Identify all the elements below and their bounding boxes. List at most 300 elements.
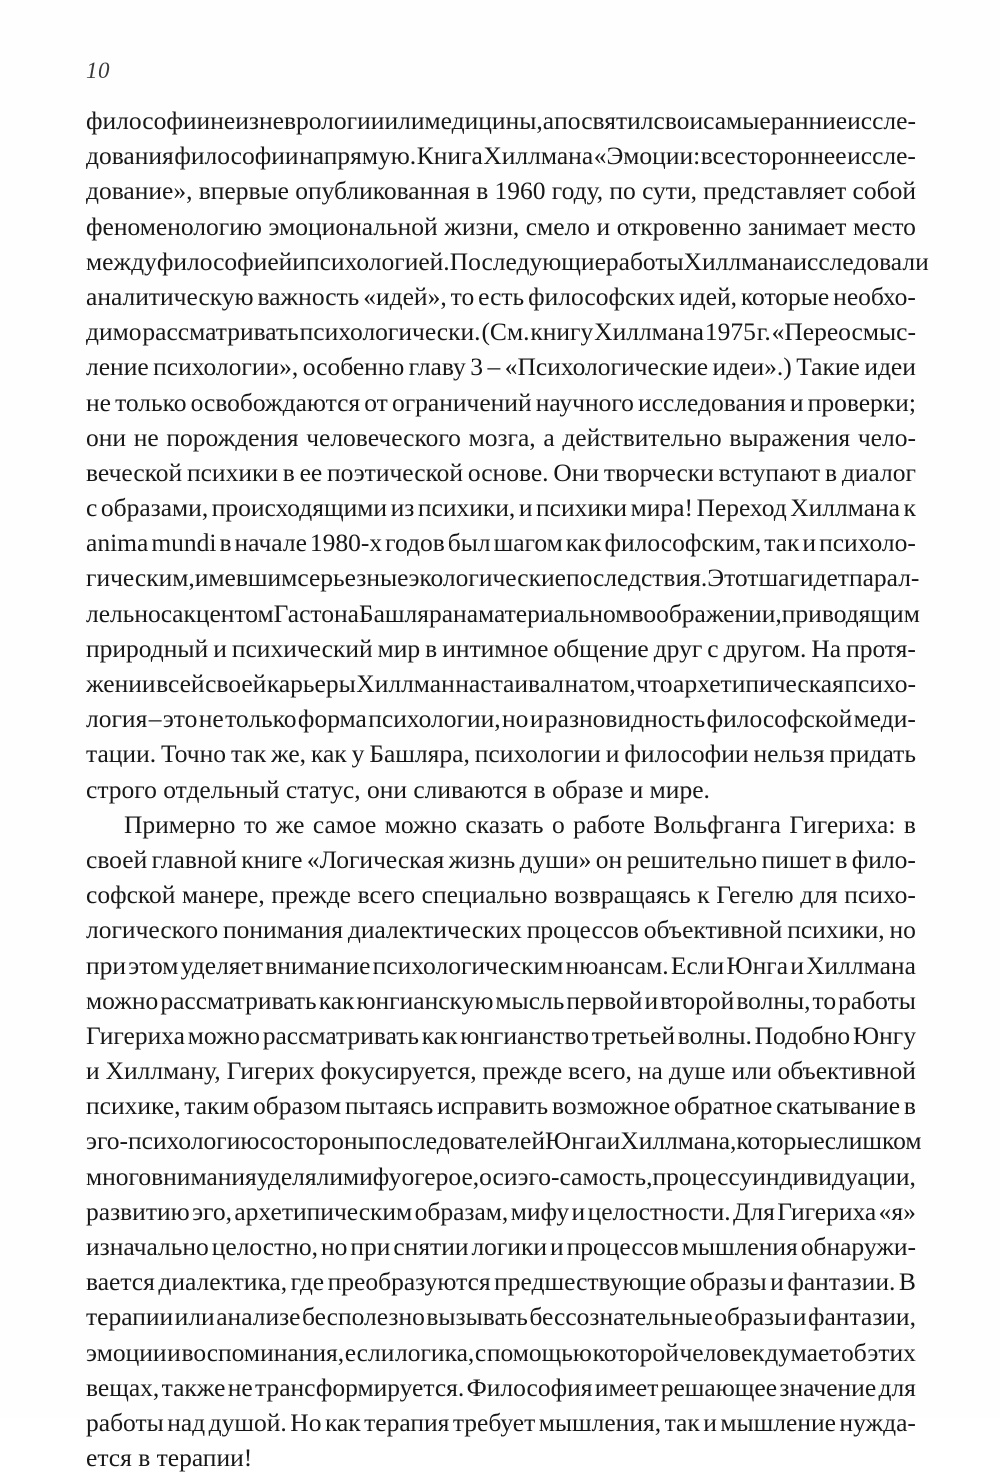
word: где xyxy=(290,1267,325,1297)
word: мышления, xyxy=(538,1407,662,1437)
word: только xyxy=(115,387,187,417)
word: процессов xyxy=(526,915,639,945)
word: же xyxy=(275,809,305,839)
word: На xyxy=(811,633,842,663)
word: Гигериха xyxy=(777,1196,877,1226)
word: и xyxy=(606,1126,621,1156)
word: ление xyxy=(86,352,149,382)
word: с xyxy=(707,633,719,663)
word: идеи xyxy=(864,352,916,382)
word: димо xyxy=(86,317,142,347)
word: своей xyxy=(86,844,148,874)
word: психологии, xyxy=(368,704,501,734)
word: напрямую. xyxy=(299,141,417,171)
word: дования xyxy=(86,141,174,171)
word: так xyxy=(230,739,267,769)
word: психологией. xyxy=(305,246,450,276)
word: mundi xyxy=(151,528,217,558)
word: действительно xyxy=(562,422,722,452)
word: на xyxy=(453,598,479,628)
word: рассматривать xyxy=(142,317,299,347)
word: философией xyxy=(156,246,293,276)
word: юнгианство xyxy=(460,1020,590,1050)
word: как xyxy=(324,1407,361,1437)
text-line xyxy=(86,560,920,595)
word: что xyxy=(636,669,673,698)
word: для xyxy=(878,1372,916,1402)
word: стороны xyxy=(283,1126,375,1156)
word: Такие xyxy=(796,352,860,382)
word: преобразуются xyxy=(327,1267,491,1297)
word: мышление xyxy=(720,1407,836,1437)
word: откровенно xyxy=(616,211,742,241)
word: лельно xyxy=(86,598,161,628)
word: в xyxy=(903,1091,916,1121)
word: не xyxy=(86,387,111,417)
word: чело- xyxy=(857,422,916,452)
word: не xyxy=(198,704,224,734)
word: веческой xyxy=(86,457,183,487)
word: внимания xyxy=(151,1161,257,1191)
text-line xyxy=(86,1018,916,1053)
word: психологическим xyxy=(372,950,564,980)
word: Юнга xyxy=(726,950,789,980)
word: целостности. xyxy=(587,1196,731,1226)
word: этих xyxy=(867,1337,916,1367)
word: но xyxy=(321,1232,348,1261)
word: работы xyxy=(605,246,684,276)
word: эго, xyxy=(192,1196,232,1226)
word: ранние xyxy=(770,106,848,135)
word: мозга, xyxy=(468,422,536,452)
word: и xyxy=(644,985,659,1015)
word: понимания xyxy=(223,915,343,945)
text-line xyxy=(86,983,916,1018)
word: эго-самость, xyxy=(517,1161,653,1191)
text-line xyxy=(86,912,916,947)
word: можно xyxy=(187,1020,260,1050)
text-line xyxy=(86,1299,916,1334)
word: то xyxy=(243,809,268,839)
text-line xyxy=(86,525,916,560)
word: исправить xyxy=(437,1091,549,1121)
word: особенно xyxy=(302,352,405,382)
word: таким xyxy=(184,1091,250,1121)
word: мысль xyxy=(495,985,565,1015)
word: Гигериха xyxy=(86,1020,185,1050)
word: Последующие xyxy=(449,246,606,276)
word: был xyxy=(447,528,491,558)
word: индивидуации, xyxy=(752,1161,916,1191)
word: фантазии, xyxy=(807,1302,916,1332)
text-line xyxy=(86,420,916,455)
word: и xyxy=(292,246,306,276)
word: обратное xyxy=(674,1091,773,1121)
word: душе xyxy=(668,1056,726,1086)
word: вещах, xyxy=(86,1372,160,1402)
word: всего xyxy=(357,880,416,910)
word: Хиллману, xyxy=(105,1056,221,1086)
word: Хиллмана, xyxy=(620,1126,737,1156)
word: придать xyxy=(829,739,916,769)
word: целостно, xyxy=(211,1232,319,1261)
word: anima xyxy=(86,528,149,558)
word: меди- xyxy=(853,704,916,734)
word: психологии», xyxy=(153,352,299,382)
text-line xyxy=(86,1440,916,1475)
text-line xyxy=(86,807,916,842)
word: уделяли xyxy=(256,1161,344,1191)
word: третьей xyxy=(591,1020,676,1050)
word: которые xyxy=(740,281,830,311)
word: иссле- xyxy=(847,106,916,135)
word: 3 xyxy=(470,352,484,382)
word: главной xyxy=(151,844,237,874)
word: к xyxy=(903,493,916,523)
word: есть xyxy=(478,281,525,311)
word: не xyxy=(133,422,159,452)
word: терапия xyxy=(364,1407,450,1437)
word: прежде xyxy=(482,1056,563,1086)
word: и xyxy=(596,211,611,241)
text-line xyxy=(86,1159,916,1194)
word: «Переосмыс- xyxy=(771,317,916,347)
word: и xyxy=(167,1337,181,1367)
word: логики xyxy=(471,1232,548,1261)
word: в xyxy=(219,528,232,558)
word: – xyxy=(148,704,162,734)
word: при xyxy=(350,1232,391,1261)
word: решительно xyxy=(626,844,758,874)
word: он xyxy=(595,844,623,874)
word: самое xyxy=(312,809,377,839)
word: которые xyxy=(736,1126,825,1156)
word: карьеры xyxy=(266,669,356,698)
word: психике, xyxy=(86,1091,181,1121)
word: идей, xyxy=(679,281,738,311)
word: общение xyxy=(553,633,649,663)
word: г. xyxy=(756,317,771,347)
word: рассматривать xyxy=(160,985,317,1015)
word: архетипическим xyxy=(234,1196,413,1226)
word: годов xyxy=(385,528,445,558)
word: объективной xyxy=(643,915,783,945)
word: протя- xyxy=(846,633,916,663)
word: образами, xyxy=(100,493,209,523)
word: логического xyxy=(86,915,219,945)
word: и xyxy=(86,1056,100,1086)
word: рассматривать xyxy=(262,1020,420,1050)
word: на xyxy=(637,1056,663,1086)
word: «Психологические xyxy=(504,352,709,382)
word: развитию xyxy=(86,1196,190,1226)
word: гическим, xyxy=(86,563,195,593)
word: специально xyxy=(421,880,548,910)
word: манере, xyxy=(182,880,265,910)
word: со xyxy=(259,1126,284,1156)
word: воспоминания, xyxy=(181,1337,345,1367)
word: и xyxy=(213,633,227,663)
word: философским, xyxy=(604,528,762,558)
word: как xyxy=(565,528,602,558)
word: году, xyxy=(551,176,604,206)
word: с xyxy=(86,493,98,523)
word: научного xyxy=(535,387,634,417)
word: образы xyxy=(714,1302,792,1332)
word: Хиллмана xyxy=(790,493,900,523)
text-line xyxy=(86,666,916,701)
word: и xyxy=(605,739,620,769)
word: нужда- xyxy=(839,1407,916,1437)
word: между xyxy=(86,246,157,276)
word: или xyxy=(731,1056,772,1086)
word: психо- xyxy=(844,880,916,910)
word: в xyxy=(903,809,916,839)
text-line xyxy=(86,385,916,420)
word: «идей», xyxy=(363,281,447,311)
word: творчески xyxy=(603,457,714,487)
word: жизни, xyxy=(444,211,520,241)
word: пишет xyxy=(761,844,831,874)
word: но xyxy=(502,704,529,734)
text-line xyxy=(86,103,916,138)
word: другом. xyxy=(723,633,807,663)
word: Хиллмана xyxy=(806,950,916,980)
word: трансформируется. xyxy=(255,1372,465,1402)
word: или xyxy=(174,1302,215,1332)
word: опубликованная xyxy=(295,176,470,206)
word: материальном xyxy=(478,598,632,628)
word: терапии xyxy=(86,1302,174,1332)
word: идеи».) xyxy=(712,352,792,382)
word: сказать xyxy=(465,809,544,839)
text-line xyxy=(86,1053,916,1088)
word: фокусируется, xyxy=(320,1056,477,1086)
word: можно xyxy=(86,985,159,1015)
word: работы xyxy=(86,1407,164,1437)
word: от xyxy=(364,387,388,417)
word: и xyxy=(703,1407,717,1437)
word: Философия xyxy=(466,1372,593,1402)
word: серьезные xyxy=(297,563,409,593)
word: всей xyxy=(156,669,205,698)
word: не xyxy=(227,1372,253,1402)
word: помощью xyxy=(486,1337,592,1367)
word: сути, xyxy=(642,176,697,206)
word: эмоции xyxy=(86,1337,167,1367)
word: слишком xyxy=(824,1126,922,1156)
word: аналитическую xyxy=(86,281,254,311)
word: первой xyxy=(566,985,643,1015)
word: выражения xyxy=(729,422,851,452)
word: можно xyxy=(384,809,457,839)
word: «я» xyxy=(878,1196,916,1226)
word: изначально xyxy=(86,1232,209,1261)
word: волны. xyxy=(677,1020,752,1050)
word: представляет xyxy=(703,176,847,206)
word: в xyxy=(476,176,489,206)
word: объективной xyxy=(777,1056,916,1086)
word: много xyxy=(86,1161,152,1191)
word: всестороннее xyxy=(700,141,847,171)
word: Юнга xyxy=(544,1126,607,1156)
word: Примерно xyxy=(124,809,236,839)
word: и xyxy=(792,1302,807,1332)
word: как xyxy=(421,1020,458,1050)
word: нельзя xyxy=(753,739,825,769)
word: из xyxy=(390,493,415,523)
word: 1980-х xyxy=(309,528,383,558)
text-line xyxy=(86,1194,916,1229)
word: над xyxy=(167,1407,206,1437)
word: процессов xyxy=(566,1232,679,1261)
word: образы xyxy=(689,1267,767,1297)
word: вступают xyxy=(718,457,821,487)
word: возможное xyxy=(551,1091,671,1121)
word: строго отдельный статус, они сливаются в образе и мире. xyxy=(86,774,710,804)
word: если xyxy=(344,1337,395,1367)
word: ее xyxy=(299,457,323,487)
text-line xyxy=(86,877,916,912)
word: внимание xyxy=(265,950,371,980)
word: впервые xyxy=(198,176,289,206)
word: и xyxy=(571,1196,586,1226)
word: 1975 xyxy=(704,317,756,347)
word: важность xyxy=(257,281,360,311)
word: и xyxy=(550,1232,564,1261)
word: в xyxy=(425,633,438,663)
word: освобождаются xyxy=(190,387,361,417)
word: исследовали xyxy=(793,246,929,276)
word: скатывание xyxy=(776,1091,901,1121)
text-line xyxy=(86,772,916,807)
text-line xyxy=(86,1370,916,1405)
word: том, xyxy=(590,669,636,698)
word: и xyxy=(518,493,533,523)
word: и xyxy=(790,950,804,980)
word: психо- xyxy=(844,669,916,698)
word: пытаясь xyxy=(344,1091,434,1121)
word: посвятил xyxy=(554,106,654,135)
word: экологические xyxy=(408,563,566,593)
word: психики, xyxy=(417,493,516,523)
text-line xyxy=(86,173,916,208)
word: возвращаясь xyxy=(554,880,691,910)
word: эго-психологию xyxy=(86,1126,260,1156)
word: Хиллмана xyxy=(483,141,594,171)
word: своей xyxy=(205,669,267,698)
word: психологии xyxy=(474,739,601,769)
word: значение xyxy=(779,1372,877,1402)
word: диалектических xyxy=(347,915,522,945)
word: логия xyxy=(86,704,148,734)
word: же, xyxy=(271,739,307,769)
word: философских xyxy=(528,281,676,311)
word: психики xyxy=(536,493,628,523)
word: в xyxy=(835,844,848,874)
word: Этот xyxy=(707,563,759,593)
text-line xyxy=(86,244,929,279)
word: философии xyxy=(86,106,211,135)
word: волны, xyxy=(736,985,811,1015)
word: происходящими xyxy=(211,493,388,523)
word: Гегелю xyxy=(716,880,794,910)
text-line xyxy=(86,736,916,771)
word: Хиллмана xyxy=(594,317,704,347)
word: проверки; xyxy=(807,387,916,417)
word: имевшим xyxy=(194,563,298,593)
word: у xyxy=(351,739,365,769)
word: природный xyxy=(86,633,209,663)
word: философии xyxy=(174,141,299,171)
word: этом xyxy=(128,950,179,980)
word: мышления xyxy=(681,1232,798,1261)
word: собой xyxy=(852,176,916,206)
word: Башляра xyxy=(358,598,454,628)
word: Хиллман xyxy=(356,669,455,698)
word: психоло- xyxy=(819,528,916,558)
word: книге xyxy=(241,844,303,874)
word: Переход xyxy=(696,493,787,523)
word: работе xyxy=(573,809,646,839)
word: феноменологию xyxy=(86,211,262,241)
text-line xyxy=(86,209,916,244)
word: Вольфганга xyxy=(653,809,781,839)
word: то xyxy=(812,985,837,1015)
word: «Логическая xyxy=(306,844,445,874)
word: друг xyxy=(653,633,703,663)
word: психический xyxy=(231,633,373,663)
word: разновидность xyxy=(544,704,706,734)
word: бесполезно xyxy=(302,1302,425,1332)
word: второй xyxy=(660,985,735,1015)
word: ется в терапии! xyxy=(86,1443,253,1473)
text-line xyxy=(86,349,916,384)
word: об xyxy=(841,1337,867,1367)
word: то xyxy=(450,281,475,311)
word: идет xyxy=(799,563,849,593)
text-line xyxy=(86,842,916,877)
word: «Эмоции: xyxy=(593,141,701,171)
word: Гастона xyxy=(273,598,359,628)
word: так xyxy=(664,1407,700,1437)
word: Подобно xyxy=(754,1020,851,1050)
word: души» xyxy=(519,844,592,874)
word: мифу xyxy=(343,1161,402,1191)
word: софской xyxy=(86,880,176,910)
word: начале xyxy=(234,528,307,558)
word: психики, xyxy=(787,915,885,945)
word: шаг xyxy=(758,563,800,593)
word: а xyxy=(543,422,555,452)
word: с xyxy=(160,598,173,628)
word: исследования xyxy=(638,387,786,417)
word: это xyxy=(162,704,198,734)
word: мифу xyxy=(510,1196,570,1226)
text-line xyxy=(86,631,916,666)
word: на xyxy=(564,669,590,698)
word: снятии xyxy=(393,1232,469,1261)
text-line xyxy=(86,1264,916,1299)
word: свои xyxy=(653,106,704,135)
word: не xyxy=(210,106,236,135)
word: процессу xyxy=(652,1161,753,1191)
word: также xyxy=(161,1372,226,1402)
word: занимает xyxy=(747,211,847,241)
text-line xyxy=(86,948,916,983)
word: Точно xyxy=(161,739,227,769)
word: а xyxy=(542,106,555,135)
